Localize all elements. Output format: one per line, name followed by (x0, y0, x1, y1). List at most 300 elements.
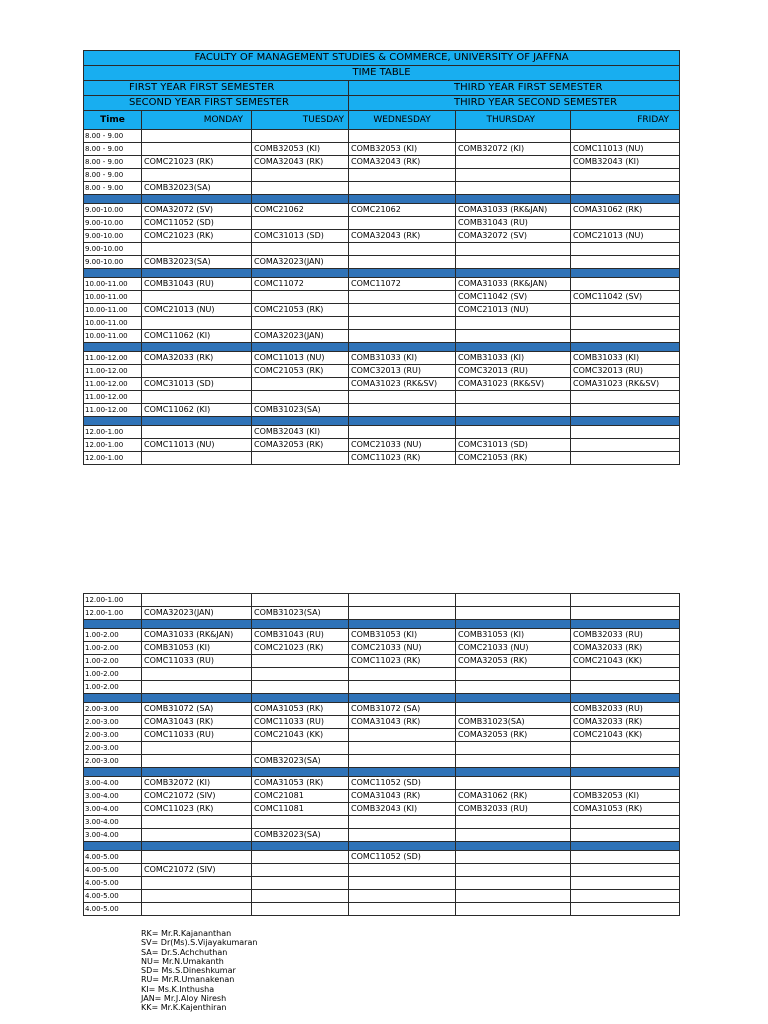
course-cell (252, 378, 349, 391)
time-cell: 8.00 - 9.00 (84, 182, 142, 195)
course-cell (349, 668, 456, 681)
semester-label-right-1: THIRD YEAR FIRST SEMESTER (349, 81, 680, 96)
course-cell (571, 278, 680, 291)
course-cell: COMC11072 (349, 278, 456, 291)
legend-item: KI= Ms.K.Inthusha (141, 984, 215, 994)
table-row (84, 452, 680, 465)
course-cell: COMA32033 (RK) (142, 352, 252, 365)
course-cell: COMC11013 (NU) (142, 439, 252, 452)
course-cell: COMC21072 (SIV) (142, 864, 252, 877)
course-cell: COMC11042 (SV) (456, 291, 571, 304)
course-cell: COMA32043 (RK) (252, 156, 349, 169)
course-cell: COMC11062 (KI) (142, 404, 252, 417)
course-cell (571, 607, 680, 620)
course-cell (142, 829, 252, 842)
course-cell (142, 426, 252, 439)
timetable-part-2 (83, 593, 680, 916)
course-cell (571, 317, 680, 330)
course-cell: COMC32013 (RU) (456, 365, 571, 378)
course-cell: COMC11052 (SD) (142, 217, 252, 230)
course-cell: COMB32023(SA) (252, 755, 349, 768)
course-cell: COMB32053 (KI) (349, 143, 456, 156)
separator-cell (84, 842, 142, 851)
course-cell: COMA32023(JAN) (252, 330, 349, 343)
time-cell: 9.00-10.00 (84, 256, 142, 269)
separator-cell (84, 269, 142, 278)
course-cell (456, 829, 571, 842)
time-cell: 2.00-3.00 (84, 729, 142, 742)
time-cell: 10.00-11.00 (84, 278, 142, 291)
course-cell: COMA31023 (RK&SV) (456, 378, 571, 391)
separator-cell (252, 195, 349, 204)
course-cell (142, 243, 252, 256)
separator-cell (142, 694, 252, 703)
time-cell: 9.00-10.00 (84, 230, 142, 243)
course-cell (456, 903, 571, 916)
course-cell: COMB32033 (RU) (571, 629, 680, 642)
course-cell (456, 594, 571, 607)
time-cell: 2.00-3.00 (84, 742, 142, 755)
time-cell: 11.00-12.00 (84, 404, 142, 417)
course-cell (349, 169, 456, 182)
course-cell (571, 404, 680, 417)
course-cell: COMA31062 (RK) (456, 790, 571, 803)
course-cell: COMB32023(SA) (142, 182, 252, 195)
course-cell (142, 668, 252, 681)
course-cell (252, 864, 349, 877)
time-cell: 12.00-1.00 (84, 426, 142, 439)
separator-cell (571, 768, 680, 777)
separator-cell (349, 620, 456, 629)
time-cell: 3.00-4.00 (84, 816, 142, 829)
semester-label-right-2: THIRD YEAR SECOND SEMESTER (349, 96, 680, 111)
table-row (84, 365, 680, 378)
course-cell (571, 130, 680, 143)
time-cell: 1.00-2.00 (84, 655, 142, 668)
course-cell: COMC31013 (SD) (456, 439, 571, 452)
separator-cell (571, 417, 680, 426)
time-cell: 11.00-12.00 (84, 391, 142, 404)
separator-cell (571, 620, 680, 629)
course-cell (349, 330, 456, 343)
course-cell (571, 594, 680, 607)
semester-label-left-2: SECOND YEAR FIRST SEMESTER (84, 96, 349, 111)
time-cell: 2.00-3.00 (84, 716, 142, 729)
course-cell: COMA32033 (RK) (571, 716, 680, 729)
course-cell: COMB31043 (RU) (252, 629, 349, 642)
course-cell (142, 143, 252, 156)
course-cell (252, 903, 349, 916)
separator-cell (142, 195, 252, 204)
table-row (84, 404, 680, 417)
col-header-time: Time (84, 111, 142, 130)
course-cell: COMC21033 (NU) (456, 642, 571, 655)
table-row (84, 291, 680, 304)
slot-separator (84, 343, 680, 352)
course-cell: COMC11033 (RU) (142, 655, 252, 668)
course-cell (142, 890, 252, 903)
time-cell: 12.00-1.00 (84, 594, 142, 607)
course-cell: COMA32023(JAN) (252, 256, 349, 269)
course-cell (456, 607, 571, 620)
course-cell: COMC21053 (RK) (456, 452, 571, 465)
slot-separator (84, 417, 680, 426)
course-cell (142, 365, 252, 378)
slot-separator (84, 768, 680, 777)
table-row (84, 864, 680, 877)
table-row (84, 642, 680, 655)
course-cell: COMC21043 (KK) (571, 729, 680, 742)
course-cell (142, 452, 252, 465)
course-cell: COMA31043 (RK) (349, 790, 456, 803)
table-row (84, 903, 680, 916)
course-cell (142, 317, 252, 330)
course-cell: COMC11072 (252, 278, 349, 291)
course-cell: COMA32053 (RK) (252, 439, 349, 452)
course-cell: COMB32023(SA) (252, 829, 349, 842)
course-cell (142, 291, 252, 304)
course-cell: COMB31053 (KI) (349, 629, 456, 642)
course-cell (349, 681, 456, 694)
time-cell: 9.00-10.00 (84, 204, 142, 217)
course-cell (349, 317, 456, 330)
course-cell (142, 594, 252, 607)
course-cell: COMC21072 (SIV) (142, 790, 252, 803)
course-cell (571, 256, 680, 269)
table-row (84, 304, 680, 317)
course-cell (456, 668, 571, 681)
table-row (84, 230, 680, 243)
table-row (84, 607, 680, 620)
course-cell: COMA31033 (RK&JAN) (456, 204, 571, 217)
separator-cell (349, 269, 456, 278)
separator-cell (456, 417, 571, 426)
course-cell (252, 391, 349, 404)
course-cell (571, 452, 680, 465)
course-cell: COMA31053 (RK) (252, 777, 349, 790)
separator-cell (456, 269, 571, 278)
faculty-title: FACULTY OF MANAGEMENT STUDIES & COMMERCE, UNIVERSITY OF JAFFNA (84, 51, 680, 66)
course-cell: COMA31053 (RK) (252, 703, 349, 716)
course-cell: COMC21062 (349, 204, 456, 217)
course-cell (456, 182, 571, 195)
separator-cell (84, 417, 142, 426)
legend-item: KK= Mr.K.Kajenthiran (141, 1003, 227, 1013)
table-row (84, 803, 680, 816)
time-cell: 1.00-2.00 (84, 629, 142, 642)
course-cell (571, 816, 680, 829)
course-cell (571, 890, 680, 903)
separator-cell (252, 768, 349, 777)
course-cell: COMA32043 (RK) (349, 156, 456, 169)
separator-cell (571, 343, 680, 352)
slot-separator (84, 620, 680, 629)
time-cell: 4.00-5.00 (84, 851, 142, 864)
course-cell (142, 755, 252, 768)
table-row (84, 790, 680, 803)
course-cell: COMB32043 (KI) (571, 156, 680, 169)
course-cell: COMC11042 (SV) (571, 291, 680, 304)
course-cell (571, 304, 680, 317)
col-header-thursday: THURSDAY (456, 111, 571, 130)
course-cell (252, 890, 349, 903)
course-cell: COMC11052 (SD) (349, 777, 456, 790)
course-cell (571, 851, 680, 864)
separator-cell (349, 195, 456, 204)
course-cell: COMC21053 (RK) (252, 304, 349, 317)
table-row (84, 156, 680, 169)
table-row (84, 352, 680, 365)
time-cell: 8.00 - 9.00 (84, 143, 142, 156)
course-cell (456, 851, 571, 864)
course-cell (142, 903, 252, 916)
separator-cell (349, 694, 456, 703)
course-cell (252, 182, 349, 195)
table-row (84, 439, 680, 452)
course-cell (349, 829, 456, 842)
table-row (84, 256, 680, 269)
table-row (84, 742, 680, 755)
table-row (84, 378, 680, 391)
course-cell (142, 130, 252, 143)
time-cell: 11.00-12.00 (84, 352, 142, 365)
course-cell (252, 816, 349, 829)
course-cell (456, 742, 571, 755)
course-cell (252, 681, 349, 694)
legend-item: SA= Dr.S.Achchuthan (141, 947, 228, 957)
course-cell (252, 291, 349, 304)
col-header-tuesday: TUESDAY (252, 111, 349, 130)
course-cell: COMC21013 (NU) (142, 304, 252, 317)
separator-cell (252, 620, 349, 629)
course-cell (571, 668, 680, 681)
time-cell: 11.00-12.00 (84, 378, 142, 391)
course-cell: COMB31053 (KI) (142, 642, 252, 655)
legend-item: SD= Ms.S.Dineshkumar (141, 966, 236, 976)
time-cell: 3.00-4.00 (84, 829, 142, 842)
separator-cell (252, 842, 349, 851)
course-cell: COMC21023 (RK) (252, 642, 349, 655)
course-cell (252, 655, 349, 668)
course-cell (349, 877, 456, 890)
course-cell: COMB31072 (SA) (349, 703, 456, 716)
course-cell (571, 439, 680, 452)
table-row (84, 143, 680, 156)
course-cell: COMB32033 (RU) (571, 703, 680, 716)
course-cell: COMC11062 (KI) (142, 330, 252, 343)
course-cell: COMA31043 (RK) (142, 716, 252, 729)
course-cell: COMA32072 (SV) (142, 204, 252, 217)
course-cell (349, 742, 456, 755)
course-cell (142, 169, 252, 182)
course-cell (349, 304, 456, 317)
slot-separator (84, 269, 680, 278)
course-cell: COMC11033 (RU) (142, 729, 252, 742)
course-cell (252, 169, 349, 182)
course-cell (571, 330, 680, 343)
table-row (84, 877, 680, 890)
course-cell (349, 755, 456, 768)
timetable-part-1 (83, 50, 680, 465)
course-cell (349, 391, 456, 404)
table-row (84, 317, 680, 330)
separator-cell (349, 417, 456, 426)
slot-separator (84, 694, 680, 703)
course-cell (571, 777, 680, 790)
course-cell (456, 877, 571, 890)
course-cell: COMB31033 (KI) (349, 352, 456, 365)
time-cell: 4.00-5.00 (84, 877, 142, 890)
course-cell (571, 755, 680, 768)
lecturer-legend (141, 929, 257, 1013)
col-header-wednesday: WEDNESDAY (349, 111, 456, 130)
legend-item: RK= Mr.R.Kajananthan (141, 929, 232, 938)
time-cell: 8.00 - 9.00 (84, 169, 142, 182)
course-cell (349, 404, 456, 417)
legend-item: SV= Dr(Ms).S.Vijayakumaran (141, 938, 258, 948)
course-cell: COMC32013 (RU) (571, 365, 680, 378)
course-cell: COMC11081 (252, 803, 349, 816)
course-cell (349, 607, 456, 620)
course-cell (456, 130, 571, 143)
table-row (84, 243, 680, 256)
course-cell (349, 890, 456, 903)
course-cell (142, 681, 252, 694)
separator-cell (142, 842, 252, 851)
table-row (84, 729, 680, 742)
course-cell (252, 317, 349, 330)
course-cell: COMC11033 (RU) (252, 716, 349, 729)
course-cell (142, 391, 252, 404)
separator-cell (456, 620, 571, 629)
time-cell: 8.00 - 9.00 (84, 156, 142, 169)
separator-cell (84, 694, 142, 703)
course-cell: COMB32033 (RU) (456, 803, 571, 816)
course-cell (349, 594, 456, 607)
course-cell: COMC21043 (KK) (571, 655, 680, 668)
time-cell: 8.00 - 9.00 (84, 130, 142, 143)
course-cell: COMC21033 (NU) (349, 439, 456, 452)
table-row (84, 655, 680, 668)
course-cell (456, 330, 571, 343)
table-row (84, 629, 680, 642)
course-cell (349, 130, 456, 143)
course-cell (571, 742, 680, 755)
course-cell: COMB31023(SA) (252, 607, 349, 620)
table-row (84, 703, 680, 716)
course-cell: COMA31033 (RK&JAN) (456, 278, 571, 291)
table-row (84, 182, 680, 195)
course-cell (349, 243, 456, 256)
course-cell (456, 404, 571, 417)
course-cell (456, 755, 571, 768)
separator-cell (349, 343, 456, 352)
course-cell: COMC11052 (SD) (349, 851, 456, 864)
table-row (84, 130, 680, 143)
course-cell (142, 742, 252, 755)
separator-cell (571, 694, 680, 703)
course-cell: COMB32023(SA) (142, 256, 252, 269)
table-row (84, 204, 680, 217)
course-cell: COMA31053 (RK) (571, 803, 680, 816)
course-cell: COMA32033 (RK) (571, 642, 680, 655)
course-cell (252, 877, 349, 890)
time-cell: 3.00-4.00 (84, 803, 142, 816)
separator-cell (571, 195, 680, 204)
time-cell: 10.00-11.00 (84, 291, 142, 304)
course-cell: COMA31023 (RK&SV) (571, 378, 680, 391)
course-cell: COMC21023 (RK) (142, 230, 252, 243)
table-row (84, 816, 680, 829)
separator-cell (349, 842, 456, 851)
legend-item: RU= Mr.R.Umanakenan (141, 975, 235, 985)
course-cell (349, 426, 456, 439)
course-cell (349, 256, 456, 269)
separator-cell (571, 842, 680, 851)
course-cell (571, 391, 680, 404)
course-cell: COMB31043 (RU) (456, 217, 571, 230)
separator-cell (252, 694, 349, 703)
course-cell (456, 816, 571, 829)
separator-cell (456, 694, 571, 703)
course-cell (252, 243, 349, 256)
course-cell (349, 182, 456, 195)
time-cell: 1.00-2.00 (84, 668, 142, 681)
time-cell: 10.00-11.00 (84, 317, 142, 330)
time-cell: 11.00-12.00 (84, 365, 142, 378)
time-cell: 4.00-5.00 (84, 903, 142, 916)
course-cell: COMB32053 (KI) (252, 143, 349, 156)
separator-cell (252, 269, 349, 278)
course-cell (456, 256, 571, 269)
course-cell (349, 217, 456, 230)
course-cell: COMB31023(SA) (456, 716, 571, 729)
legend-item: JAN= Mr.J.Aloy Niresh (141, 994, 227, 1004)
course-cell: COMA31062 (RK) (571, 204, 680, 217)
course-cell (142, 851, 252, 864)
course-cell: COMC11023 (RK) (349, 655, 456, 668)
course-cell: COMC21081 (252, 790, 349, 803)
time-cell: 1.00-2.00 (84, 681, 142, 694)
separator-cell (84, 343, 142, 352)
course-cell: COMC31013 (SD) (142, 378, 252, 391)
course-cell: COMB31023(SA) (252, 404, 349, 417)
course-cell: COMC11013 (NU) (252, 352, 349, 365)
course-cell (142, 816, 252, 829)
course-cell: COMC11023 (RK) (142, 803, 252, 816)
course-cell: COMA31023 (RK&SV) (349, 378, 456, 391)
course-cell (252, 668, 349, 681)
table-row (84, 330, 680, 343)
separator-cell (84, 195, 142, 204)
semester-label-left-1: FIRST YEAR FIRST SEMESTER (84, 81, 349, 96)
table-row (84, 668, 680, 681)
time-cell: 4.00-5.00 (84, 864, 142, 877)
course-cell: COMA31033 (RK&JAN) (142, 629, 252, 642)
course-cell (571, 426, 680, 439)
course-cell: COMB32043 (KI) (349, 803, 456, 816)
course-cell: COMB31043 (RU) (142, 278, 252, 291)
time-cell: 3.00-4.00 (84, 777, 142, 790)
time-cell: 12.00-1.00 (84, 439, 142, 452)
separator-cell (349, 768, 456, 777)
separator-cell (571, 269, 680, 278)
course-cell (142, 877, 252, 890)
course-cell: COMC11023 (RK) (349, 452, 456, 465)
course-cell: COMC21013 (NU) (456, 304, 571, 317)
time-cell: 12.00-1.00 (84, 607, 142, 620)
time-cell: 9.00-10.00 (84, 217, 142, 230)
